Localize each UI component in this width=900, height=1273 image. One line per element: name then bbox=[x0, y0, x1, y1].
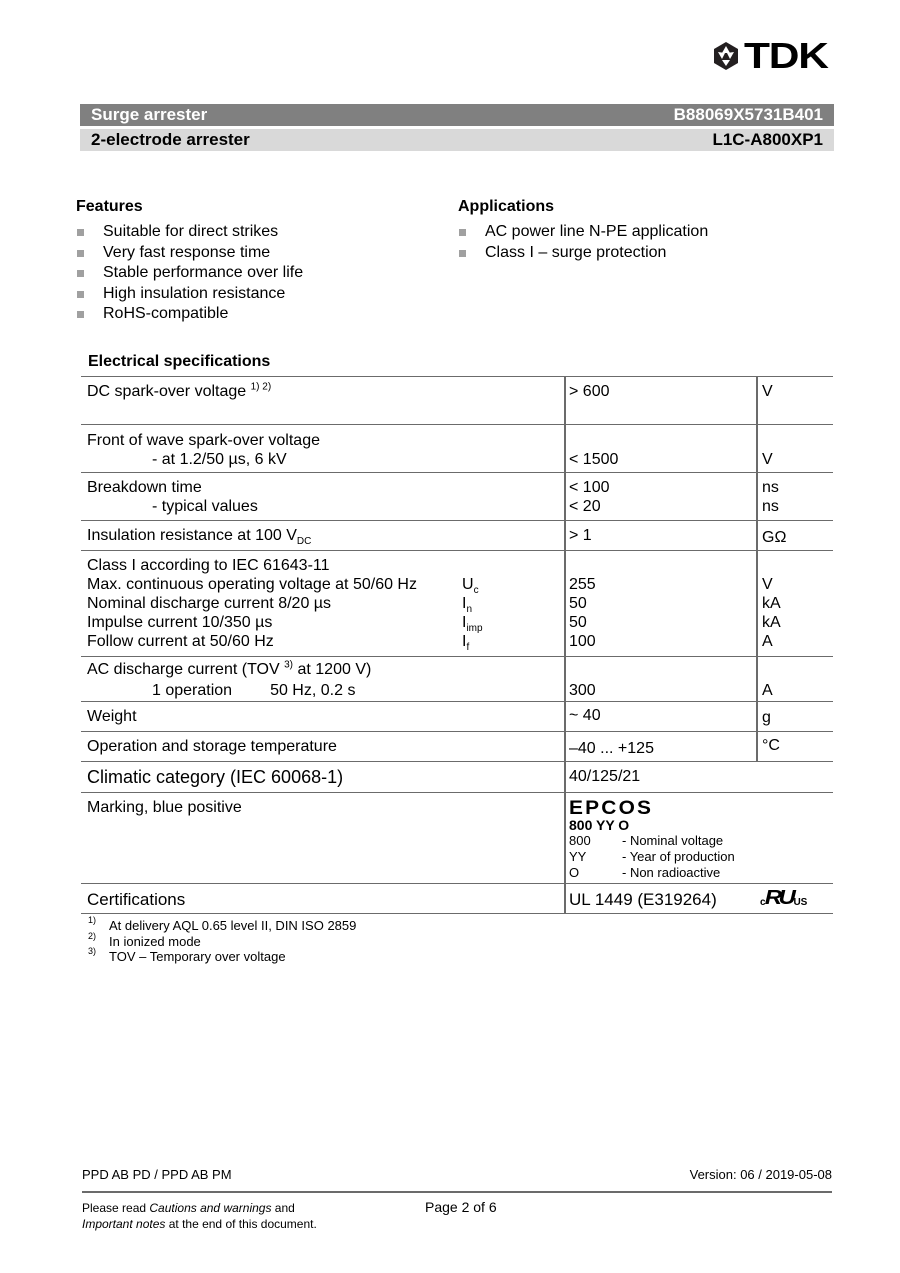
ul-mark-ru: RU bbox=[764, 887, 792, 909]
spec-row-ac-discharge bbox=[81, 656, 833, 701]
spec-value: 50 bbox=[569, 614, 587, 631]
spec-value: 50 bbox=[569, 595, 587, 612]
legend-key: 800 bbox=[569, 833, 591, 848]
symbol-sub: n bbox=[466, 604, 473, 616]
footer-note-text: Please read bbox=[82, 1201, 150, 1215]
spec-value: 255 bbox=[569, 576, 596, 593]
spec-value: < 100 bbox=[569, 479, 610, 496]
spec-value: 100 bbox=[569, 633, 596, 650]
spec-unit: A bbox=[762, 633, 773, 650]
spec-row-certifications bbox=[81, 883, 833, 914]
feature-item: High insulation resistance bbox=[76, 284, 303, 305]
spec-ops: 1 operation bbox=[152, 682, 233, 699]
spec-value: UL 1449 (E319264) bbox=[569, 890, 717, 909]
feature-item: Stable performance over life bbox=[76, 263, 303, 284]
spec-value: 40/125/21 bbox=[569, 768, 641, 785]
footer-divider bbox=[82, 1191, 832, 1193]
spec-label: Class I according to IEC 61643-11 bbox=[87, 557, 330, 574]
bullet-icon bbox=[459, 229, 466, 236]
spec-unit: V bbox=[762, 576, 773, 593]
spec-row-weight bbox=[81, 701, 833, 731]
footnote-ref: 3) bbox=[284, 659, 294, 671]
spec-unit: kA bbox=[762, 595, 781, 612]
spec-label: Certifications bbox=[87, 890, 186, 909]
footnote-num: 2) bbox=[88, 931, 97, 941]
footer-top bbox=[82, 1167, 832, 1182]
application-item: Class I – surge protection bbox=[458, 243, 708, 264]
footer-note-emphasis: Important notes bbox=[82, 1217, 166, 1231]
footnote-num: 1) bbox=[88, 915, 97, 925]
symbol-sub: c bbox=[473, 585, 479, 597]
spec-value: > 600 bbox=[569, 383, 610, 400]
spec-unit: V bbox=[762, 451, 773, 468]
ul-recognized-icon bbox=[760, 888, 807, 908]
applications-list bbox=[458, 222, 708, 263]
bullet-icon bbox=[77, 250, 84, 257]
footnote-text: TOV – Temporary over voltage bbox=[109, 949, 286, 964]
spec-label: AC discharge current (TOV bbox=[87, 661, 280, 678]
spec-unit: kA bbox=[762, 614, 781, 631]
spec-value: > 1 bbox=[569, 527, 592, 544]
spec-row-dc-sparkover bbox=[81, 376, 833, 424]
header-bar-product bbox=[80, 104, 834, 126]
spec-value: –40 ... +125 bbox=[569, 740, 654, 757]
legend-desc: - Year of production bbox=[622, 849, 735, 864]
spec-label-sub: DC bbox=[296, 536, 312, 548]
footnote-text: At delivery AQL 0.65 level II, DIN ISO 2859 bbox=[109, 918, 357, 933]
spec-row-climatic bbox=[81, 761, 833, 792]
header-bar-subtype bbox=[80, 129, 834, 151]
spec-condition: 50 Hz, 0.2 s bbox=[270, 682, 356, 699]
footnote-text: In ionized mode bbox=[109, 934, 201, 949]
spec-label: Breakdown time bbox=[87, 479, 202, 496]
type-code: L1C-A800XP1 bbox=[712, 130, 823, 149]
feature-item: Very fast response time bbox=[76, 243, 303, 264]
spec-symbols bbox=[462, 575, 483, 654]
spec-label: Front of wave spark-over voltage bbox=[87, 432, 320, 449]
features-list bbox=[76, 222, 303, 325]
legend-key: O bbox=[569, 865, 580, 880]
legend-desc: - Non radioactive bbox=[622, 865, 721, 880]
spec-sublabel: - typical values bbox=[152, 498, 258, 515]
spec-label: Marking, blue positive bbox=[87, 799, 242, 816]
spec-label: Impulse current 10/350 µs bbox=[87, 614, 273, 631]
bullet-icon bbox=[77, 270, 84, 277]
footnote-num: 3) bbox=[88, 946, 97, 956]
spec-label: Weight bbox=[87, 708, 137, 725]
spec-row-temperature bbox=[81, 731, 833, 761]
bullet-icon bbox=[77, 311, 84, 318]
marking-legend-row bbox=[569, 833, 735, 849]
marking-legend-row bbox=[569, 849, 735, 865]
spec-row-insulation bbox=[81, 520, 833, 550]
applications-title: Applications bbox=[458, 198, 555, 215]
spec-label: Follow current at 50/60 Hz bbox=[87, 633, 274, 650]
bullet-icon bbox=[77, 291, 84, 298]
spec-unit: ns bbox=[762, 498, 779, 515]
product-subtype: 2-electrode arrester bbox=[91, 130, 250, 149]
symbol: I bbox=[462, 633, 467, 650]
spec-unit: g bbox=[762, 709, 771, 726]
footer-version: Version: 06 / 2019-05-08 bbox=[689, 1167, 832, 1182]
spec-unit: GΩ bbox=[762, 529, 787, 546]
features-title: Features bbox=[76, 198, 143, 215]
footnote-ref: 1) 2) bbox=[250, 381, 272, 393]
spec-unit: °C bbox=[762, 737, 780, 754]
tdk-logo bbox=[711, 35, 828, 76]
bullet-icon bbox=[77, 229, 84, 236]
product-type: Surge arrester bbox=[91, 105, 208, 124]
spec-unit: A bbox=[762, 682, 773, 699]
spec-label: Nominal discharge current 8/20 µs bbox=[87, 595, 331, 612]
spec-table bbox=[81, 376, 833, 914]
spec-row-front-wave bbox=[81, 424, 833, 472]
tdk-star-icon bbox=[711, 41, 741, 71]
symbol-sub: f bbox=[466, 642, 470, 654]
ul-mark-c: c bbox=[760, 897, 766, 908]
spec-value: < 20 bbox=[569, 498, 601, 515]
spec-label: at 1200 V) bbox=[297, 661, 372, 678]
application-item: AC power line N-PE application bbox=[458, 222, 708, 243]
symbol: U bbox=[462, 576, 474, 593]
feature-item: Suitable for direct strikes bbox=[76, 222, 303, 243]
spec-row-breakdown bbox=[81, 472, 833, 520]
footer-note bbox=[82, 1200, 317, 1232]
symbol: I bbox=[462, 595, 467, 612]
epcos-logo: EPCOS bbox=[569, 798, 654, 819]
footer-department: PPD AB PD / PPD AB PM bbox=[82, 1167, 232, 1182]
footer-note-text: and bbox=[271, 1201, 295, 1215]
symbol-sub: imp bbox=[466, 623, 483, 635]
marking-code: 800 YY O bbox=[569, 817, 630, 833]
spec-unit: ns bbox=[762, 479, 779, 496]
footer-note-emphasis: Cautions and warnings bbox=[149, 1201, 272, 1215]
spec-label: Operation and storage temperature bbox=[87, 738, 337, 755]
marking-legend-row bbox=[569, 865, 735, 881]
page-number: Page 2 of 6 bbox=[425, 1199, 497, 1215]
bullet-icon bbox=[459, 250, 466, 257]
symbol: I bbox=[462, 614, 467, 631]
tdk-wordmark: TDK bbox=[744, 35, 828, 76]
spec-value: < 1500 bbox=[569, 451, 619, 468]
spec-value: ~ 40 bbox=[569, 707, 601, 724]
ul-mark-us: US bbox=[793, 897, 808, 908]
spec-sublabel: - at 1.2/50 µs, 6 kV bbox=[152, 451, 287, 468]
spec-row-class1 bbox=[81, 550, 833, 656]
legend-key: YY bbox=[569, 849, 587, 864]
spec-label: Climatic category (IEC 60068-1) bbox=[87, 767, 344, 787]
spec-unit: V bbox=[762, 383, 773, 400]
spec-value: 300 bbox=[569, 682, 596, 699]
spec-row-marking bbox=[81, 792, 833, 883]
spec-label: DC spark-over voltage bbox=[87, 383, 247, 400]
legend-desc: - Nominal voltage bbox=[622, 833, 724, 848]
spec-label: Max. continuous operating voltage at 50/60 Hz bbox=[87, 576, 417, 593]
feature-item: RoHS-compatible bbox=[76, 304, 303, 325]
order-code: B88069X5731B401 bbox=[673, 105, 823, 124]
footer-note-text: at the end of this document. bbox=[165, 1217, 317, 1231]
specs-title: Electrical specifications bbox=[88, 353, 271, 370]
spec-label: Insulation resistance at 100 V bbox=[87, 527, 297, 544]
